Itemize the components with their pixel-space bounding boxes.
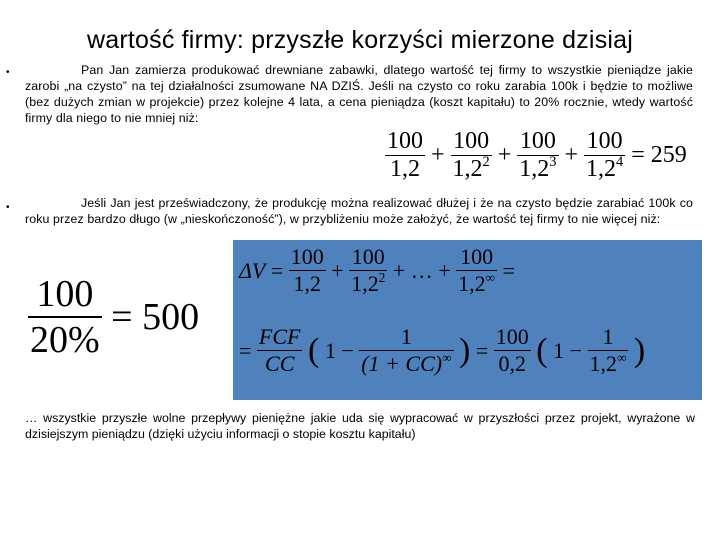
formula3-exp-inf-3: ∞ [617, 349, 627, 365]
formula2-equals: = [111, 296, 133, 338]
formula3-den-inf-base: 1,2 [458, 271, 486, 296]
bullet-1: • [6, 67, 10, 78]
formula3-zero-two: 0,2 [494, 350, 531, 377]
formula1-term-3 [517, 128, 558, 183]
formula1-exp-4: 4 [616, 153, 624, 170]
formula3-one-num: 1 [400, 324, 412, 349]
formula3-close-paren-1: ) [459, 331, 471, 369]
formula3-num-2: 100 [351, 244, 385, 269]
formula3-line-1 [239, 244, 515, 297]
formula3-exp-inf: ∞ [485, 269, 496, 285]
paragraph-2-text: Jeśli Jan jest przeświadczony, że produkcję można realizować dłużej i że na czysto będzie zarabiać 100k co roku przez bardzo długo (w „nieskończoność”), w przybliżeniu może założyć, że wartość tej firmy to nie więcej niż: [25, 196, 693, 226]
formula3-line-2 [239, 324, 645, 377]
formula2-numerator: 100 [36, 273, 94, 315]
slide-title: wartość firmy: przyszłe korzyści mierzone dzisiaj [86, 26, 634, 54]
formula1-num-1: 100 [387, 128, 423, 154]
formula1-den-base-1: 1,2 [390, 156, 420, 182]
formula1-exp-2: 2 [482, 153, 490, 170]
formula1-den-4 [584, 155, 625, 183]
closing-text: … wszystkie przyszłe wolne przepływy pieniężne jakie uda się wypracować w przyszłości przez projekt, wyrażone w dzisiejszym pieniądzu (dzięki użyciu informacji o stopie kosztu kapitału) [25, 411, 695, 441]
formula1-num-4: 100 [586, 128, 623, 154]
formula1-exp-3: 3 [549, 153, 557, 170]
formula3-ellipsis: … [410, 257, 433, 283]
formula3-last-fraction [588, 324, 629, 377]
formula3-plus-3: + [438, 257, 451, 283]
formula3-equals-2: = [502, 257, 515, 283]
formula3-plus-1: + [331, 257, 344, 283]
formula1-plus-1: + [431, 142, 445, 168]
formula-sum-4-years [385, 128, 687, 183]
formula3-close-paren-2: ) [633, 331, 646, 369]
formula1-term-2 [451, 128, 492, 183]
formula3-exp-2: 2 [378, 269, 386, 285]
formula3-one-plus-cc-den [359, 350, 453, 377]
formula3-fcf-cc [257, 324, 303, 377]
formula1-result: 259 [650, 142, 687, 168]
formula3-fcf: FCF [258, 324, 301, 349]
formula1-plus-2: + [497, 142, 512, 168]
formula3-one-1: 1 [324, 337, 336, 363]
formula3-minus-2: − [569, 337, 582, 363]
formula3-num-inf: 100 [460, 244, 494, 269]
bullet-2: • [6, 202, 10, 213]
formula1-den-base-4: 1,2 [586, 156, 617, 182]
paragraph-1 [25, 62, 693, 126]
formula3-term-inf [456, 244, 497, 297]
formula3-delta-v: ΔV [239, 257, 266, 283]
formula3-minus-1: − [341, 337, 354, 363]
formula3-num-1: 100 [290, 244, 324, 269]
formula2-fraction [28, 272, 102, 362]
formula3-discount-fraction [359, 324, 453, 377]
formula3-den-2 [349, 270, 387, 297]
formula3-equals-1: = [270, 257, 284, 283]
formula2-denominator: 20% [28, 316, 102, 362]
formula2-result: 500 [142, 296, 200, 338]
formula3-term-1 [289, 244, 326, 297]
formula3-100-over-02 [494, 324, 531, 377]
formula1-term-1 [385, 128, 425, 183]
formula1-num-3: 100 [519, 128, 556, 154]
formula1-den-3 [517, 155, 558, 183]
formula1-den-2 [451, 155, 492, 183]
formula3-one-num-2: 1 [602, 324, 614, 349]
formula3-equals-4: = [475, 337, 489, 363]
formula1-plus-3: + [564, 142, 579, 168]
formula3-one-2: 1 [553, 337, 565, 363]
paragraph-1-text: Pan Jan zamierza produkować drewniane zabawki, dlatego wartość tej firmy to wszystkie pieniądze jakie zarobi „na czysto” na tej działalności zsumowane NA DZIŚ. Jeśli na czysto co roku zarabia 100k i będzie to możliwe (bez dużych zmian w projekcie) przez kolejne 4 lata, a cena pieniądza (koszt kapitału) to 20% rocznie, wtedy wartość firmy dla niego to nie mniej niż: [25, 63, 693, 125]
formula3-one-plus-cc: (1 + CC) [361, 351, 443, 376]
formula3-term-2 [349, 244, 387, 297]
formula3-last-den-base: 1,2 [589, 351, 617, 376]
formula3-last-den [588, 350, 629, 377]
formula1-den-1 [385, 155, 425, 183]
formula1-den-base-2: 1,2 [452, 156, 483, 182]
formula1-term-4 [584, 128, 625, 183]
formula3-num-100: 100 [495, 324, 529, 349]
formula3-den-1: 1,2 [289, 270, 326, 297]
formula3-equals-3: = [239, 337, 252, 363]
formula1-equals: = [631, 142, 645, 168]
paragraph-2 [25, 195, 693, 227]
formula-box [233, 240, 702, 400]
formula3-den-inf [456, 270, 497, 297]
formula3-den-2-base: 1,2 [351, 271, 379, 296]
formula3-exp-inf-2: ∞ [442, 349, 452, 365]
formula3-open-paren-2: ( [536, 331, 548, 369]
formula1-den-base-3: 1,2 [519, 156, 550, 182]
formula-perpetuity-simple [28, 272, 199, 362]
formula3-plus-2: + [392, 257, 406, 283]
formula1-num-2: 100 [453, 128, 490, 154]
formula3-open-paren-1: ( [307, 331, 320, 369]
formula3-cc: CC [257, 350, 303, 377]
